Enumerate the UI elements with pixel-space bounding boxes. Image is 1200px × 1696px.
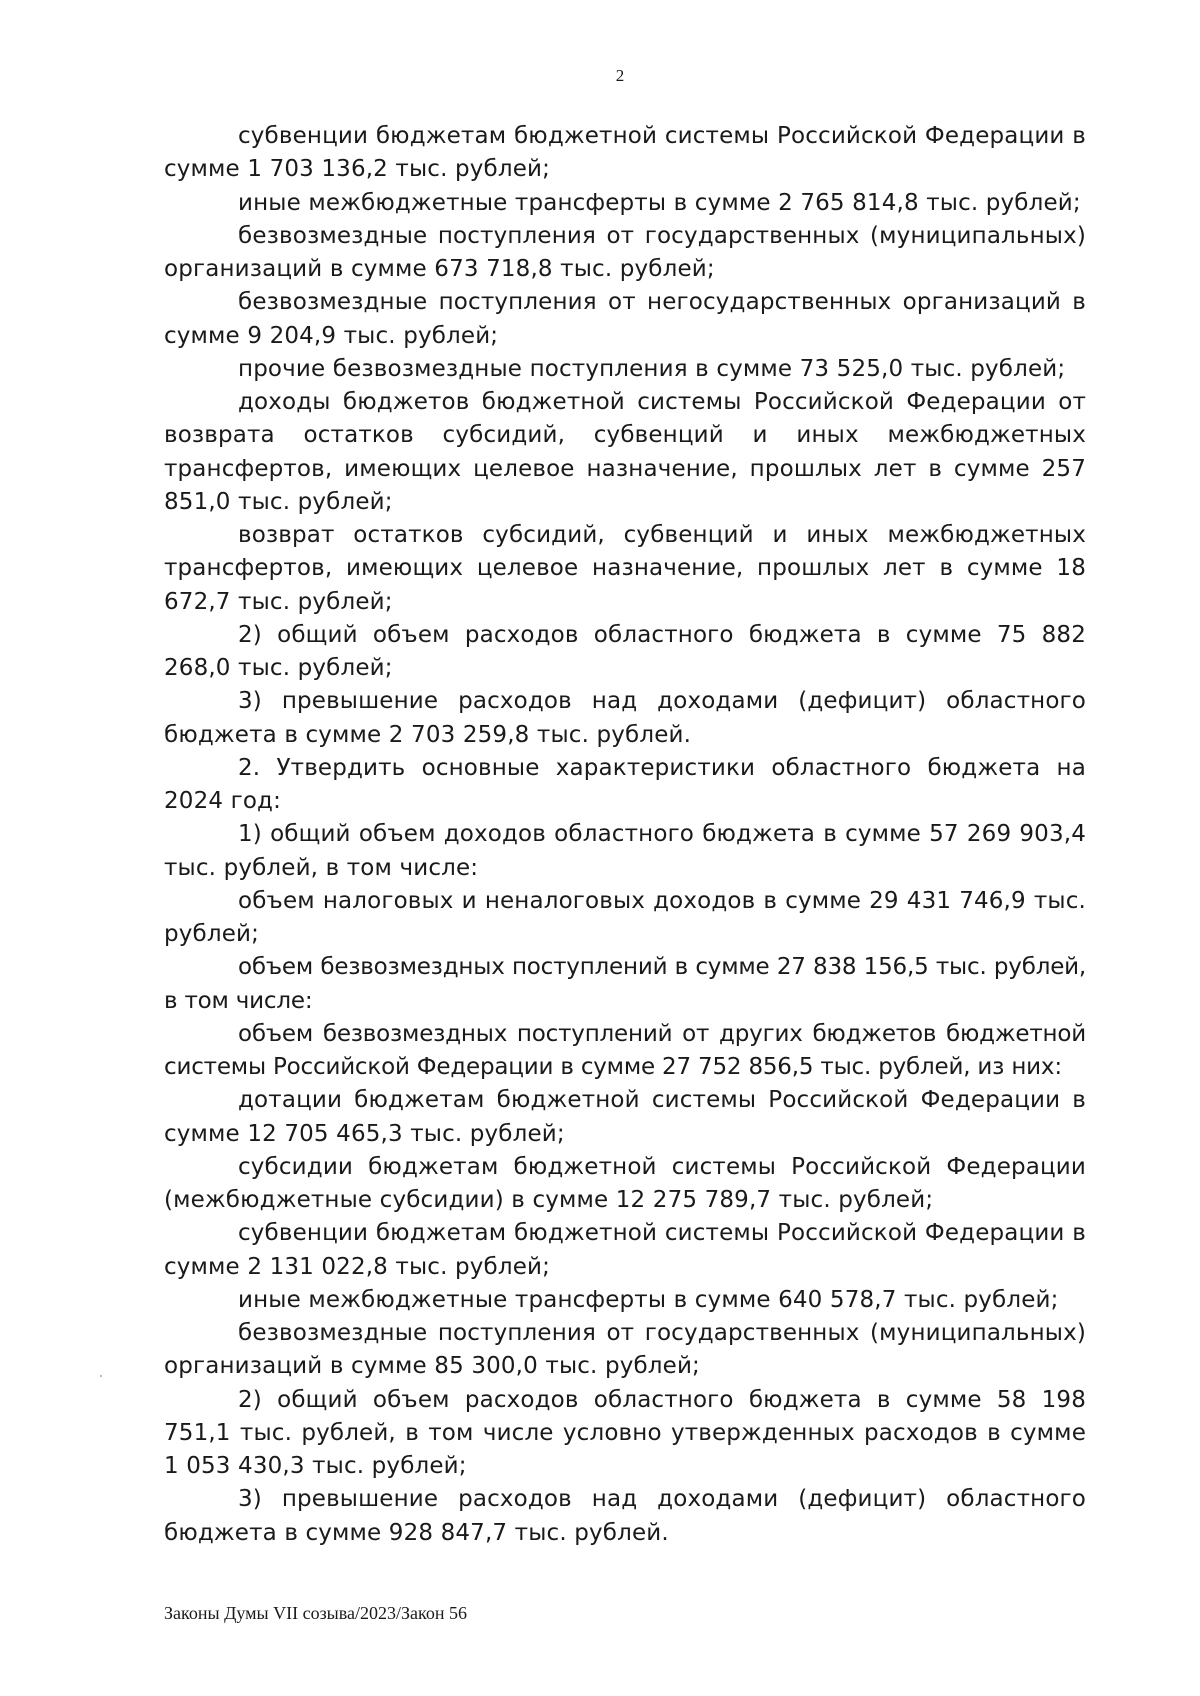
paragraph: объем безвозмездных поступлений от других бюджетов бюджетной системы Российской Федерации в сумме 27 752 856,5 тыс. рублей, из них:	[164, 1020, 1086, 1080]
paragraph: объем налоговых и неналоговых доходов в сумме 29 431 746,9 тыс. рублей;	[164, 887, 1086, 947]
scan-speck	[100, 1375, 102, 1377]
paragraph: безвозмездные поступления от негосударственных организаций в сумме 9 204,9 тыс. рублей;	[164, 289, 1086, 349]
paragraph: 2) общий объем расходов областного бюджета в сумме 58 198 751,1 тыс. рублей, в том числе условно утвержденных расходов в сумме 1 053 430,3 тыс. рублей;	[164, 1386, 1086, 1479]
paragraph: 2) общий объем расходов областного бюджета в сумме 75 882 268,0 тыс. рублей;	[164, 621, 1086, 681]
paragraph: 3) превышение расходов над доходами (дефицит) областного бюджета в сумме 2 703 259,8 тыс. рублей.	[164, 688, 1086, 748]
paragraph: возврат остатков субсидий, субвенций и иных межбюджетных трансфертов, имеющих целевое назначение, прошлых лет в сумме 18 672,7 тыс. рублей;	[164, 522, 1086, 615]
paragraph: 3) превышение расходов над доходами (дефицит) областного бюджета в сумме 928 847,7 тыс. рублей.	[164, 1486, 1086, 1546]
paragraph: 1) общий объем доходов областного бюджета в сумме 57 269 903,4 тыс. рублей, в том числе:	[164, 821, 1086, 881]
page-footer: Законы Думы VII созыва/2023/Закон 56	[164, 1603, 467, 1623]
paragraph: доходы бюджетов бюджетной системы Российской Федерации от возврата остатков субсидий, субвенций и иных межбюджетных трансфертов, имеющих целевое назначение, прошлых лет в сумме 257 851,0 тыс. рублей;	[164, 389, 1086, 515]
paragraph: безвозмездные поступления от государственных (муниципальных) организаций в сумме 673 718,8 тыс. рублей;	[164, 222, 1086, 282]
page-number: 2	[615, 66, 625, 85]
document-body	[164, 120, 1086, 1550]
paragraph: 2. Утвердить основные характеристики областного бюджета на 2024 год:	[164, 754, 1086, 814]
paragraph: иные межбюджетные трансферты в сумме 640 578,7 тыс. рублей;	[238, 1286, 1059, 1313]
paragraph: субвенции бюджетам бюджетной системы Российской Федерации в сумме 1 703 136,2 тыс. рублей;	[164, 123, 1086, 183]
paragraph: субвенции бюджетам бюджетной системы Российской Федерации в сумме 2 131 022,8 тыс. рублей;	[164, 1220, 1086, 1280]
paragraph: дотации бюджетам бюджетной системы Российской Федерации в сумме 12 705 465,3 тыс. рублей;	[164, 1087, 1086, 1147]
paragraph: объем безвозмездных поступлений в сумме 27 838 156,5 тыс. рублей, в том числе:	[164, 954, 1086, 1014]
paragraph: безвозмездные поступления от государственных (муниципальных) организаций в сумме 85 300,0 тыс. рублей;	[164, 1320, 1086, 1380]
paragraph: прочие безвозмездные поступления в сумме 73 525,0 тыс. рублей;	[238, 355, 1066, 382]
paragraph: субсидии бюджетам бюджетной системы Российской Федерации (межбюджетные субсидии) в сумме 12 275 789,7 тыс. рублей;	[164, 1153, 1086, 1213]
paragraph: иные межбюджетные трансферты в сумме 2 765 814,8 тыс. рублей;	[238, 189, 1081, 216]
